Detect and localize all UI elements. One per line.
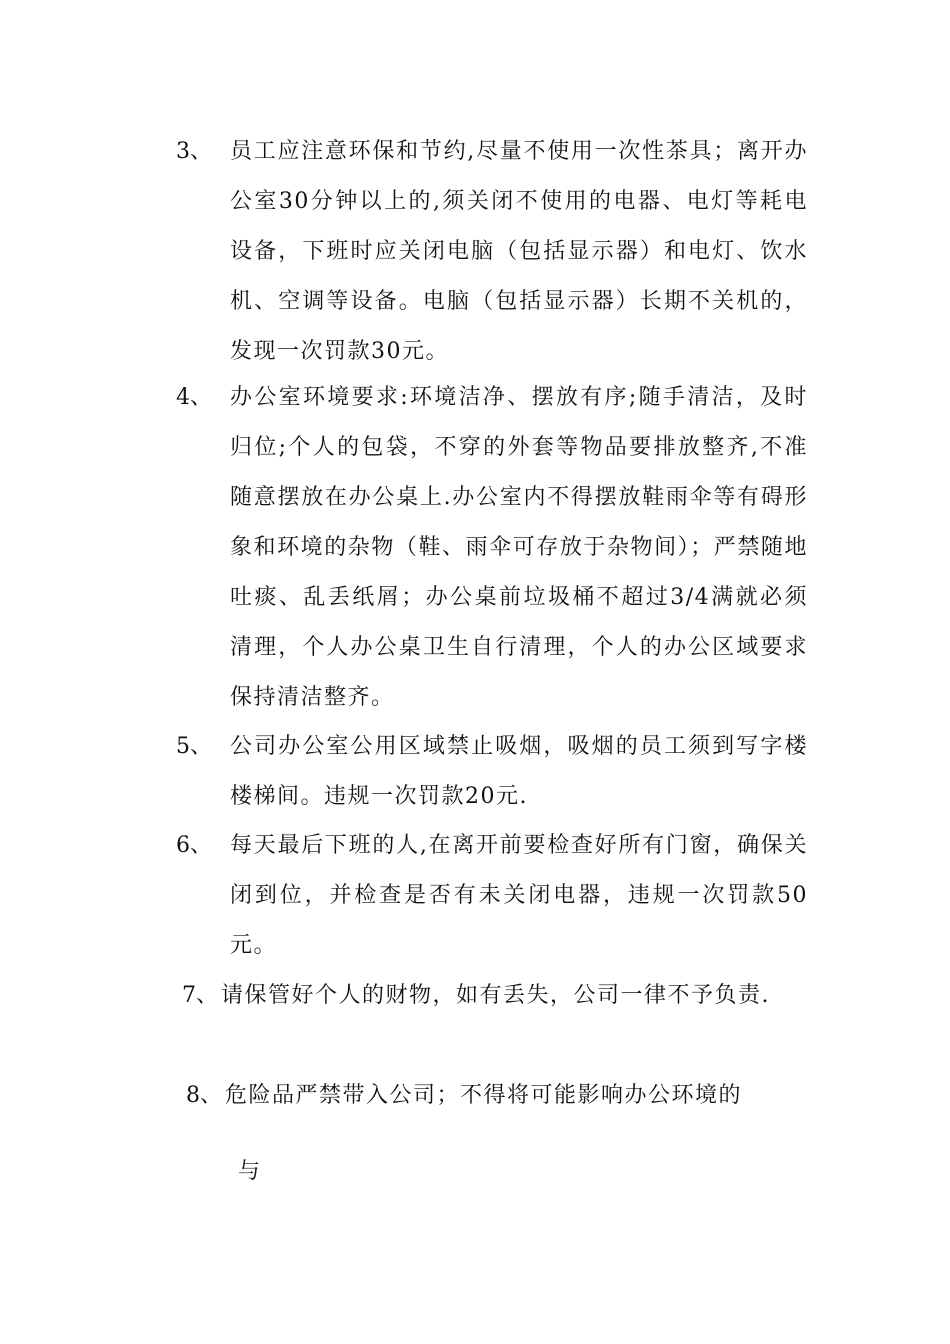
item-number: 4、 [176,385,212,410]
item-number: 7、 [182,983,218,1008]
item-text: 每天最后下班的人,在离开前要检查好所有门窗，确保关闭到位，并检查是否有未关闭电器，违规一次罚款50元。 [230,833,808,958]
item-number: 8、 [186,1083,222,1108]
item-text [182,971,808,1021]
item-number: 5、 [176,734,212,759]
item-text-content: 请保管好个人的财物，如有丢失，公司一律不予负责. [221,983,770,1008]
item-text: 公司办公室公用区域禁止吸烟，吸烟的员工须到写字楼楼梯间。违规一次罚款20元. [230,734,808,809]
item-text: 办公室环境要求:环境洁净、摆放有序;随手清洁，及时归位;个人的包袋，不穿的外套等物品要排放整齐,不准随意摆放在办公桌上.办公室内不得摆放鞋雨伞等有碍形象和环境的杂物（鞋、雨伞可存放于杂物间）；严禁随地吐痰、乱丢纸屑；办公桌前垃圾桶不超过3/4满就必须清理，个人办公桌卫生自行清理，个人的办公区域要求保持清洁整齐。 [230,385,808,710]
item-number: 3、 [176,139,212,164]
page-footer-text: 与 [238,1159,261,1184]
item-number: 6、 [176,833,212,858]
item-text-content: 危险品严禁带入公司；不得将可能影响办公环境的 [225,1083,743,1108]
item-text: 员工应注意环保和节约,尽量不使用一次性茶具；离开办公室30分钟以上的,须关闭不使用的电器、电灯等耗电设备，下班时应关闭电脑（包括显示器）和电灯、饮水机、空调等设备。电脑（包括显示器）长期不关机的，发现一次罚款30元。 [230,139,808,364]
item-text [186,1071,808,1121]
